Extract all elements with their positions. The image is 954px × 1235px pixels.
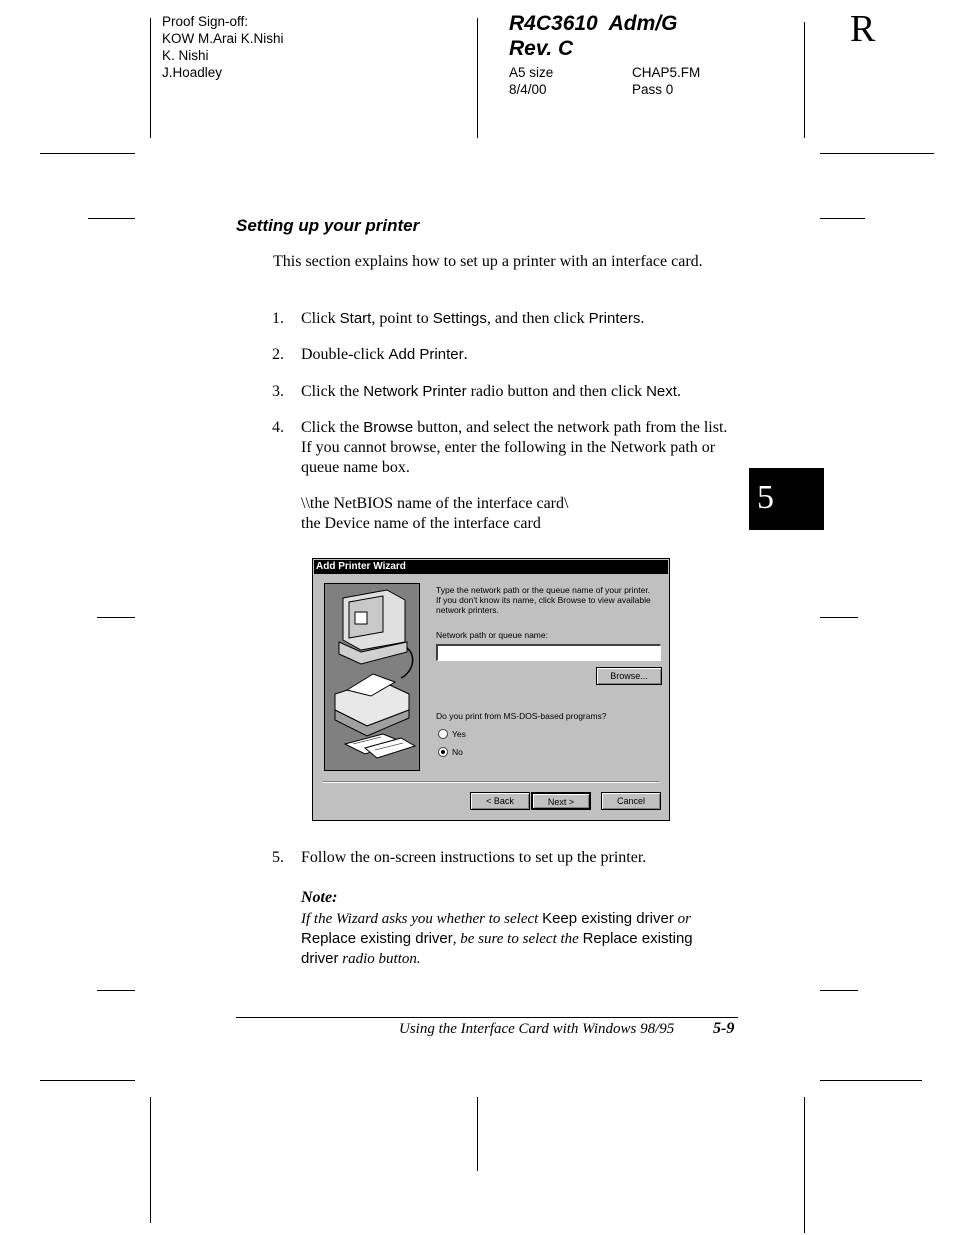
ui-term-driver: driver (301, 950, 339, 967)
ui-term-network-printer: Network Printer (363, 383, 467, 400)
step-text: . (463, 346, 468, 363)
radio-yes[interactable] (438, 729, 448, 739)
doc-date: 8/4/00 (509, 82, 547, 97)
path-example-line: \\the NetBIOS name of the interface card\ (301, 495, 569, 512)
doc-id-title-line: R4C3610 Adm/G (509, 12, 678, 35)
crop-mark-bottom-right (804, 1097, 805, 1233)
next-button[interactable]: Next > (531, 792, 591, 810)
crop-mark-top-center (477, 18, 478, 138)
doc-file: CHAP5.FM (632, 65, 701, 80)
ui-term-browse: Browse (363, 419, 414, 436)
network-path-label: Network path or queue name: (436, 630, 548, 640)
add-printer-wizard-dialog (312, 558, 670, 821)
chapter-tab (749, 468, 824, 530)
radio-no-label: No (452, 747, 463, 757)
crop-mark-hline (820, 218, 865, 219)
step-text: button, and select the network path from the list. If you cannot browse, enter the following in the Network path or queue name box. (301, 419, 728, 476)
doc-id-title-line: Rev. C (509, 37, 574, 60)
crop-mark-hline (820, 153, 934, 154)
radio-selected-dot (441, 750, 445, 754)
back-button[interactable]: < Back (470, 792, 530, 810)
section-intro: This section explains how to set up a printer with an interface card. (273, 253, 703, 270)
note-text-part: radio button. (338, 951, 421, 967)
footer-rule (236, 1017, 738, 1018)
proof-signoff-line: Proof Sign-off: (162, 14, 249, 29)
step-text: radio button and then click (466, 383, 647, 400)
step-text: , point to (371, 310, 433, 327)
corner-letter: R (850, 8, 876, 50)
dialog-title-bar: Add Printer Wizard (314, 560, 668, 574)
radio-yes-label: Yes (452, 729, 466, 739)
step-text: Click (301, 310, 340, 327)
step-4-text (301, 418, 733, 478)
wizard-illustration (324, 583, 420, 771)
step-1-text (301, 309, 741, 329)
crop-mark-hline (97, 990, 135, 991)
ui-term-next: Next (646, 383, 677, 400)
step-text: Click the (301, 383, 364, 400)
note-text-part: If the Wizard asks you whether to select (301, 911, 543, 927)
doc-id-title (509, 11, 677, 61)
browse-button[interactable]: Browse... (596, 667, 662, 685)
chapter-number: 5 (757, 479, 774, 516)
step-number: 5. (272, 849, 284, 866)
step-number: 1. (272, 310, 284, 327)
note-label: Note: (301, 889, 338, 906)
step-number: 2. (272, 346, 284, 363)
note-text-part: , be sure to select the (452, 931, 583, 947)
path-example (301, 494, 568, 534)
crop-mark-hline (820, 990, 858, 991)
proof-signoff-line: K. Nishi (162, 48, 209, 63)
step-text: . (676, 383, 681, 400)
step-5-text: Follow the on-screen instructions to set up the printer. (301, 849, 647, 866)
computer-printer-illustration-icon (325, 584, 419, 770)
step-text: Double-click (301, 346, 389, 363)
note-text (301, 909, 741, 969)
radio-no[interactable] (438, 747, 448, 757)
crop-mark-top-right (804, 22, 805, 138)
crop-mark-hline (820, 617, 858, 618)
step-text: , and then click (486, 310, 589, 327)
ui-term-keep-existing-driver: Keep existing driver (542, 910, 674, 927)
step-number: 4. (272, 419, 284, 436)
dialog-instructions-line: Type the network path or the queue name of your printer. (436, 585, 651, 595)
doc-pass: Pass 0 (632, 82, 674, 97)
footer-text: Using the Interface Card with Windows 98/95 (399, 1021, 675, 1037)
cancel-button[interactable]: Cancel (601, 792, 661, 810)
crop-mark-hline (40, 1080, 135, 1081)
crop-mark-hline (88, 218, 135, 219)
ui-term-printers: Printers (588, 310, 641, 327)
crop-mark-hline (97, 617, 135, 618)
page-number: 5-9 (713, 1020, 735, 1037)
ui-term-replace-existing: Replace existing (582, 930, 693, 947)
step-text: . (640, 310, 645, 327)
ui-term-settings: Settings (432, 310, 487, 327)
ui-term-replace-existing-driver: Replace existing driver (301, 930, 453, 947)
step-2-text (301, 345, 741, 365)
step-text: Click the (301, 419, 364, 436)
crop-mark-hline (820, 1080, 922, 1081)
step-number: 3. (272, 383, 284, 400)
crop-mark-bottom-left (150, 1097, 151, 1223)
proof-signoff-line: KOW M.Arai K.Nishi (162, 31, 284, 46)
dialog-separator (323, 781, 659, 783)
doc-size: A5 size (509, 65, 554, 80)
proof-signoff (162, 13, 284, 81)
msdos-question: Do you print from MS-DOS-based programs? (436, 711, 607, 721)
ui-term-add-printer: Add Printer (388, 346, 464, 363)
ui-term-start: Start (339, 310, 372, 327)
step-3-text (301, 382, 761, 402)
path-example-line: the Device name of the interface card (301, 515, 541, 532)
crop-mark-hline (40, 153, 135, 154)
dialog-instructions (436, 585, 664, 615)
proof-signoff-line: J.Hoadley (162, 65, 223, 80)
crop-mark-top-left (150, 18, 151, 138)
network-path-input[interactable] (436, 644, 661, 661)
section-heading: Setting up your printer (236, 216, 420, 235)
note-text-part: or (673, 911, 691, 927)
dialog-instructions-line: If you don't know its name, click Browse to view available (436, 595, 651, 605)
dialog-instructions-line: network printers. (436, 605, 499, 615)
crop-mark-bottom-center (477, 1097, 478, 1171)
